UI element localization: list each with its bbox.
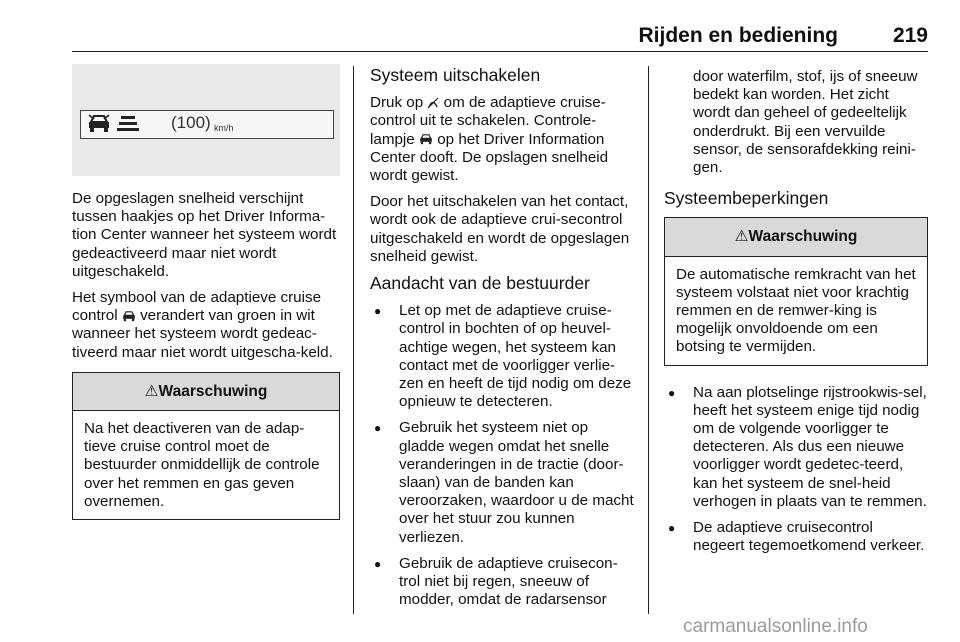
paragraph [370,94,636,185]
page-header [72,22,928,52]
cruise-off-button-icon [427,97,439,109]
paragraph [72,289,340,362]
section-title: Rijden en bediening [638,24,838,47]
page-number: 219 [892,24,928,47]
list-item: ● Gebruik het systeem niet op gladde wegen omdat het snelle veranderingen in de tractie (door-slaan) van de banden kan veroorzaken, waardoor u de macht over het stuur zou kunnen verliezen. [370,419,636,546]
warning-text: De automatische remkracht van het systeem volstaat niet voor krachtig remmen en de remwer-king is mogelijk onvoldoende om een botsing te vermijden. [676,265,916,356]
stored-speed-value: (100) [171,113,211,132]
cruise-control-car-icon [87,113,111,135]
list-item: ● Let op met de adaptieve cruise-control in bochten of op heuvel-achtige wegen, het systeem kan contact met de voorligger verlie-zen en heeft de tijd nodig om deze opnieuw te detecteren. [370,302,636,411]
text-run: om de adaptieve cruise-control uit te schakelen. Controle-lampje [370,94,606,148]
text-run: op het Driver Information Center dooft. De opslagen snelheid wordt gewist. [370,130,609,185]
warning-title: Waarschuwing [158,382,268,400]
section-heading: Aandacht van de bestuurder [370,273,590,294]
bullet-list [664,384,928,556]
watermark: carmanualsonline.info [683,616,868,637]
warning-triangle-icon: ⚠ [734,228,749,246]
bullet-list [370,302,636,609]
paragraph: De opgeslagen snelheid verschijnt tussen haakjes op het Driver Informa-tion Center wanneer het systeem wordt gedeactiveerd maar niet wordt uitgeschakeld. [72,190,337,280]
column-divider [353,66,354,614]
speed-unit: km/h [214,123,234,133]
column-2 [370,60,636,617]
warning-box [664,217,928,365]
list-item: ● Gebruik de adaptieve cruisecon-trol niet bij regen, sneeuw of modder, omdat de radarsensor [370,555,636,610]
warning-triangle-icon: ⚠ [144,382,159,400]
distance-bars-icon [117,115,139,133]
column-3 [664,60,928,563]
paragraph-continued: door waterfilm, stof, ijs of sneeuw bedekt kan worden. Het zicht wordt dan geheel of gedeeltelijk onderdrukt. Bij een vervuilde sensor, de sensorafdekking reini-gen. [693,68,918,177]
header-rule [72,51,928,52]
cruise-control-car-icon [122,310,136,323]
column-1 [72,60,340,532]
section-heading: Systeem uitschakelen [370,65,541,85]
paragraph: Door het uitschakelen van het contact, wordt ook de adaptieve crui-secontrol uitgeschakeld en wordt de opgeslagen snelheid gewist. [370,193,630,265]
column-divider [648,66,649,614]
cruise-control-car-icon [419,133,433,146]
driver-info-display-illustration [72,64,340,176]
warning-title: Waarschuwing [748,228,858,246]
text-run: verandert van groen in wit wanneer het systeem wordt gedeac-tiveerd maar niet wordt uitgescha-keld. [72,307,333,361]
section-heading: Systeembeperkingen [664,188,829,209]
text-run: Druk op [370,94,424,112]
warning-box [72,372,340,520]
text-run: Het symbool van de adaptieve cruise control [72,289,322,325]
list-item: ● Na aan plotselinge rijstrookwis-sel, heeft het systeem enige tijd nodig om de volgende voorligger te detecteren. Als dus een nieuwe voorligger wordt gedetec-teerd, kan het systeem de snel-heid verhogen in plaats van te remmen. [664,384,928,511]
warning-header [73,373,339,411]
list-item: ● De adaptieve cruisecontrol negeert tegemoetkomend verkeer. [664,519,928,555]
warning-header [665,218,927,256]
warning-text: Na het deactiveren van de adap-tieve cruise control moet de bestuurder onmiddellijk de controle over het remmen en gas geven overnemen. [84,420,320,510]
display-box [80,110,334,139]
